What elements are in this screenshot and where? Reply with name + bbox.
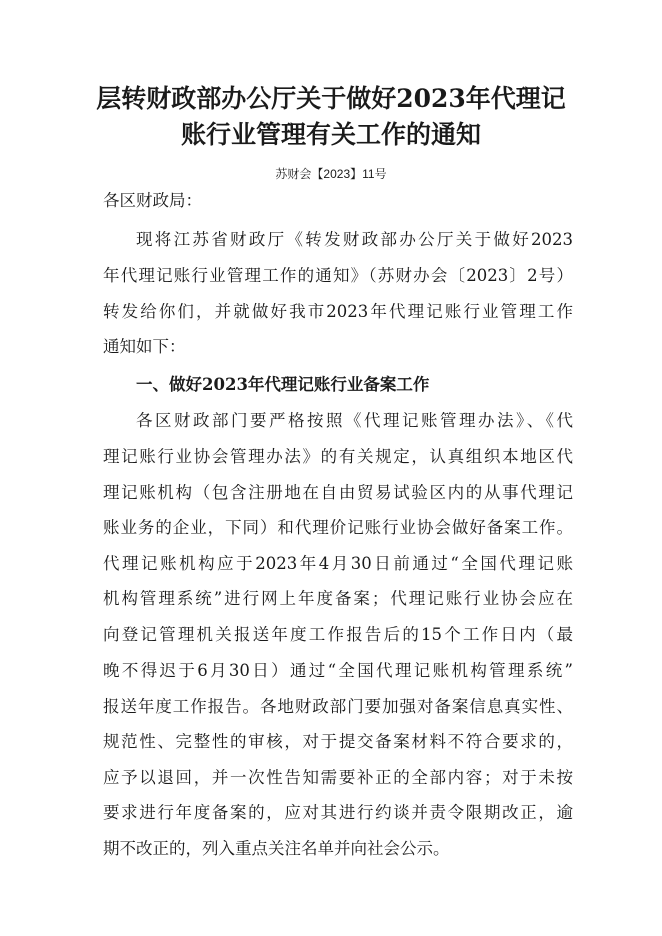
paragraph-1-line: 通知如下：	[103, 337, 186, 356]
section-1-line: 理记账机构（包含注册地在自由贸易试验区内的从事代理记	[103, 483, 573, 502]
section-1-line: 理记账行业协会管理办法》的有关规定，认真组织本地区代	[103, 447, 573, 466]
section-1-line: 规范性、完整性的审核，对于提交备案材料不符合要求的，	[103, 732, 573, 751]
document-title-line-1: 层转财政部办公厅关于做好2023年代理记	[96, 84, 566, 113]
section-1-line: 各区财政部门要严格按照《代理记账管理办法》、《代	[136, 411, 573, 430]
section-1-line: 向登记管理机关报送年度工作报告后的15个工作日内（最	[103, 625, 573, 644]
section-1-line: 代理记账机构应于2023年4月30日前通过“全国代理记账	[103, 554, 573, 573]
document-number: 苏财会【2023】11号	[275, 167, 387, 181]
section-1-line: 应予以退回，并一次性告知需要补正的全部内容；对于未按	[103, 768, 573, 787]
section-1-line: 晚不得迟于6月30日）通过“全国代理记账机构管理系统”	[103, 661, 573, 680]
document-title-line-2: 账行业管理有关工作的通知	[180, 120, 481, 149]
section-1-line: 期不改正的，列入重点关注名单并向社会公示。	[103, 839, 450, 858]
paragraph-1-line: 现将江苏省财政厅《转发财政部办公厅关于做好2023	[136, 230, 573, 249]
paragraph-1-line: 年代理记账行业管理工作的通知》（苏财办会〔2023〕2号）	[103, 266, 573, 285]
salutation: 各区财政局：	[103, 191, 202, 210]
section-1-line: 机构管理系统”进行网上年度备案；代理记账行业协会应在	[103, 589, 573, 608]
section-1-line: 报送年度工作报告。各地财政部门要加强对备案信息真实性、	[103, 697, 573, 716]
section-1-line: 账业务的企业，下同）和代理价记账行业协会做好备案工作。	[103, 518, 573, 537]
section-1-heading: 一、做好2023年代理记账行业备案工作	[136, 375, 430, 394]
section-1-line: 要求进行年度备案的，应对其进行约谈并责令限期改正，逾	[103, 803, 573, 822]
paragraph-1-line: 转发给你们，并就做好我市2023年代理记账行业管理工作	[103, 302, 573, 321]
